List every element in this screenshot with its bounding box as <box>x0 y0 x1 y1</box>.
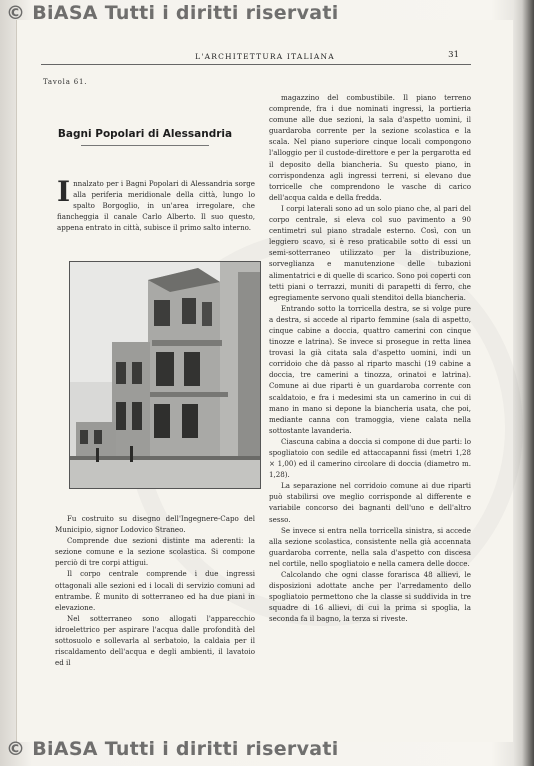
paragraph: Entrando sotto la torricella destra, se si volge pure a destra, si accede al riparto femmine (sala di aspetto, cinque cabine a doccia, quattro camerini con cinque tinozze e latrina). Se invece si prosegue in retta linea trovasi la già citata sala d'aspetto uomini, indi un corridoio che dà passo al riparto maschi (19 cabine a doccia, tre camerini a tinozza, orinatoi e latrina). Comune ai due riparti è un guardaroba corrente con scaldatoio, e fra i medesimi sta un camerino in cui di mano in mano si depone la biancheria usata, che poi, mediante canna con tramoggia, viene calata nella sottostante lavanderia. <box>269 303 471 435</box>
intro-paragraph <box>57 175 255 233</box>
page-edge <box>514 0 534 766</box>
paragraph: Calcolando che ogni classe forarisca 48 allievi, le disposizioni adottate anche per l'arredamento dello spogliatoio permettono che la classe si suddivida in tre squadre di 16 allievi, di cui la prima si spoglia, la seconda fa il bagno, la terza si riveste. <box>269 570 471 624</box>
copyright-watermark: © BiASA Tutti i diritti riservati <box>6 2 339 24</box>
paragraph: Se invece si entra nella torricella sinistra, si accede alla sezione scolastica, consistente nella già accennata guardaroba corrente, nella sala d'aspetto con discesa nel cortile, nello spogliatoio e nella camera delle docce. <box>269 525 471 568</box>
document-page <box>16 20 513 742</box>
building-photo-icon <box>70 262 260 488</box>
copyright-watermark: © BiASA Tutti i diritti riservati <box>6 738 339 760</box>
running-head: L'ARCHITETTURA ITALIANA <box>195 52 335 61</box>
paragraph: Fu costruito su disegno dell'Ingegnere-Capo del Municipio, signor Lodovico Straneo. <box>55 514 255 535</box>
title-rule <box>81 145 209 146</box>
intro-text: nnalzato per i Bagni Popolari di Alessandria sorge alla periferia meridionale della città, lungo lo spalto Borgoglio, in un'area irregolare, che fiancheggia il canale Carlo Alberto. Il suo questo, appena entrato in città, subisce il primo salto interno. <box>57 179 255 233</box>
paragraph: I corpi laterali sono ad un solo piano che, al pari del corpo centrale, si eleva col suo pavimento a 90 centimetri sul piano stradale esterno. Così, con un leggiero scavo, si è reso praticabile sotto di essi un semi-sotterraneo utilizzato per la distribuzione, sorveglianza e manutenzione delle tubazioni alimentatrici e di quelle di scarico. Sono poi coperti con tetti piani o terrazzi, muniti di parapetti di ferro, che egregiamente servono quali stenditoi della biancheria. <box>269 203 471 302</box>
paragraph: Comprende due sezioni distinte ma aderenti: la sezione comune e la sezione scolastica. Si compone perciò di tre corpi attigui. <box>55 536 255 568</box>
right-column <box>269 92 471 625</box>
left-column-lower <box>55 513 255 668</box>
dropcap: I <box>57 175 71 208</box>
paragraph: magazzino del combustibile. Il piano terreno comprende, fra i due nominati ingressi, la portieria comune alle due sezioni, la sala d'aspetto uomini, il guardaroba corrente per la sezione scolastica e la scala. Nel piano superiore cinque locali compongono l'alloggio per il custode-direttore e per la pergarotta ed il deposito della biancheria. Su questo piano, in corrispondenza agli ingressi terreni, si elevano due torricelle che comprendono le vasche di carico dell'acqua calda e della fredda. <box>269 93 471 202</box>
paragraph: Ciascuna cabina a doccia si compone di due parti: lo spogliatoio con sedile ed attaccapanni fissi (metri 1,28 × 1,00) ed il camerino circolare di doccia (diametro m. 1,28). <box>269 436 471 480</box>
header-rule <box>41 64 471 65</box>
paragraph: Nel sotterraneo sono allogati l'apparecchio idroelettrico per aspirare l'acqua dalle profondità del sottosuolo e sollevarla al serbatoio, la caldaia per il riscaldamento dell'acqua e degli ambienti, il lavatoio ed il <box>55 613 255 668</box>
building-photo <box>69 261 261 489</box>
plate-label: Tavola 61. <box>43 78 88 86</box>
article-title: Bagni Popolari di Alessandria <box>57 128 233 140</box>
page-number: 31 <box>448 50 459 60</box>
paragraph: Il corpo centrale comprende i due ingressi ottagonali alle sezioni ed i locali di servizio comuni ad entrambe. È munito di sotterraneo ed ha due piani in elevazione. <box>55 569 255 612</box>
paragraph: La separazione nel corridoio comune ai due riparti può stabilirsi ove meglio corrisponde al differente e variabile concorso dei bagnanti dell'uno e dell'altro sesso. <box>269 481 471 524</box>
